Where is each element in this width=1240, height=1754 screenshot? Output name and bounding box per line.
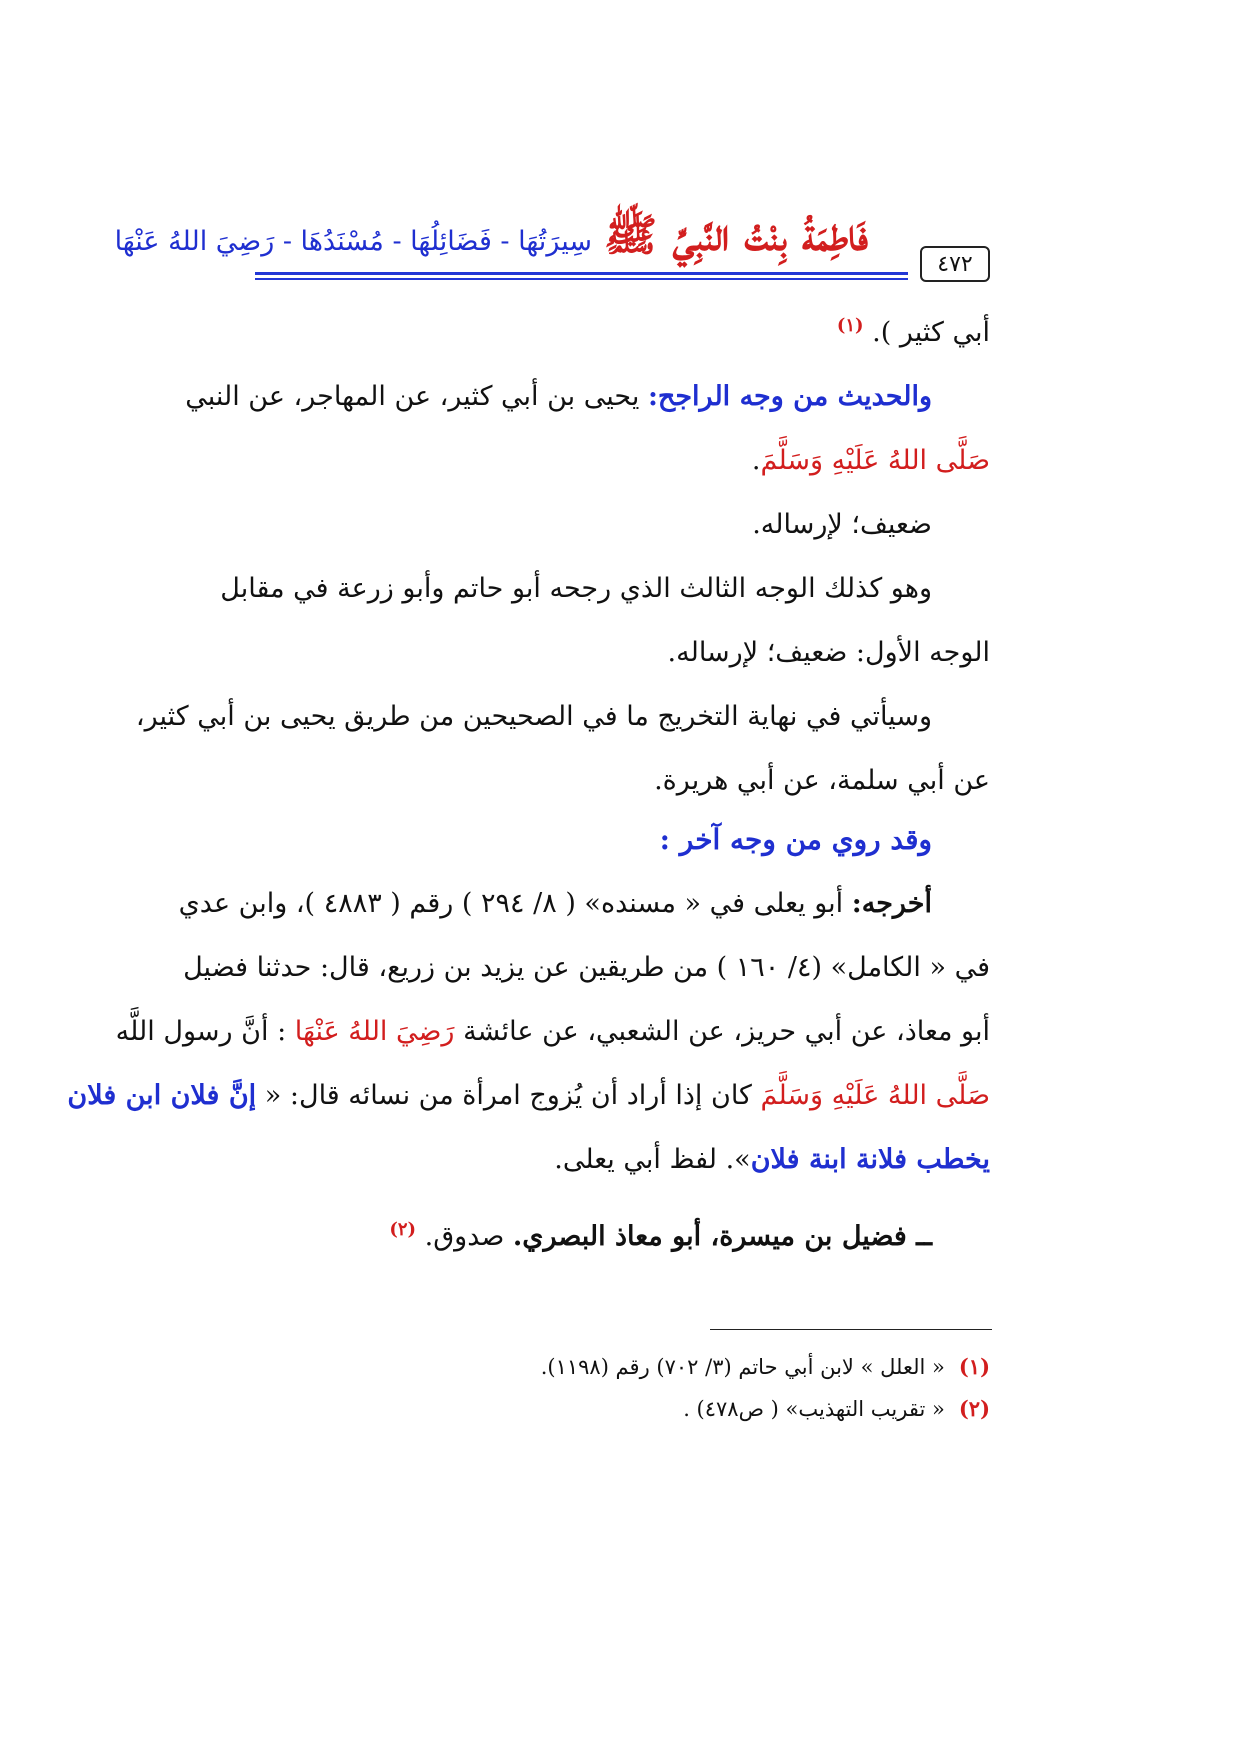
footnote-ref-1[interactable]: (١) [836,315,864,336]
radiya-phrase: رَضِيَ اللهُ عَنْهَا [294,1016,455,1047]
page-number: ٤٧٢ [920,246,990,282]
bold-lead: أخرجه: [851,888,932,919]
page-header [114,200,990,280]
salawat-phrase: صَلَّى اللهُ عَلَيْهِ وَسَلَّمَ [760,445,990,476]
header-rule-secondary [255,278,908,280]
text-line-14 [255,1198,990,1269]
text-line-8: عن أبي سلمة، عن أبي هريرة. [654,765,990,796]
text-line-7: وسيأتي في نهاية التخريج ما في الصحيحين من طريق يحيى بن أبي كثير، [135,701,932,732]
text-line-13 [255,1128,990,1192]
title-main: فَاطِمَةُ بِنْتُ النَّبِيِّ ﷺ [604,210,868,261]
hadith-quote: إنَّ فلان ابن فلان [67,1080,257,1111]
text-line-11 [115,1000,990,1064]
text-fragment: : أنَّ رسول اللَّه [115,1016,295,1047]
section-heading: وقد روي من وجه آخر : [659,823,932,856]
title-subtitle: سِيرَتُهَا - فَضَائِلُهَا - مُسْنَدُهَا - رَضِيَ اللهُ عَنْهَا [114,226,592,257]
footnote-number: (٢) [958,1396,990,1421]
text-fragment: . [751,445,761,476]
main-text [135,294,990,813]
section-block [67,808,990,1269]
text-line-4: ضعيف؛ لإرساله. [752,509,932,540]
text-line-1 [255,294,990,365]
footnote-text: « العلل » لابن أبي حاتم (٣/ ٧٠٢) رقم (١١٩٨). [540,1355,945,1379]
header-rule [255,272,908,275]
text-fragment: أبو معاذ، عن أبي حريز، عن الشعبي، عن عائشة [463,1016,990,1047]
footnotes [255,1346,990,1430]
running-title [115,208,868,272]
text-fragment: أبو يعلى في « مسنده» ( ٨/ ٢٩٤ ) رقم ( ٤٨٨٣ )، وابن عدي [178,888,852,919]
text-line-9 [178,872,990,936]
text-line-6: الوجه الأول: ضعيف؛ لإرساله. [667,637,990,668]
text-fragment: ». لفظ أبي يعلى. [554,1144,751,1175]
footnote-1 [255,1346,990,1388]
salawat-phrase: صَلَّى اللهُ عَلَيْهِ وَسَلَّمَ [760,1080,990,1111]
text-fragment: صدوق. [424,1221,513,1252]
footnote-2 [255,1388,990,1430]
text-fragment: يحيى بن أبي كثير، عن المهاجر، عن النبي [185,381,648,412]
footnote-number: (١) [958,1354,990,1379]
text-line-5: وهو كذلك الوجه الثالث الذي رجحه أبو حاتم وأبو زرعة في مقابل [220,573,932,604]
footnote-text: « تقريب التهذيب» ( ص٤٧٨) . [683,1397,945,1421]
text-line-3 [255,429,990,493]
text-fragment: أبي كثير ). [872,317,990,348]
narrator-name: ــ فضيل بن ميسرة، أبو معاذ البصري. [512,1221,932,1252]
footnote-ref-2[interactable]: (٢) [389,1219,417,1240]
text-fragment: كان إذا أراد أن يُزوج امرأة من نسائه قال: « [256,1080,761,1111]
bold-lead: والحديث من وجه الراجح: [647,381,932,412]
text-line-2 [185,365,990,429]
footnote-divider [710,1329,992,1330]
text-line-10: في « الكامل» (٤/ ١٦٠ ) من طريقين عن يزيد بن زريع، قال: حدثنا فضيل [183,952,990,983]
text-line-12 [67,1064,990,1128]
hadith-quote: يخطب فلانة ابنة فلان [750,1144,990,1175]
